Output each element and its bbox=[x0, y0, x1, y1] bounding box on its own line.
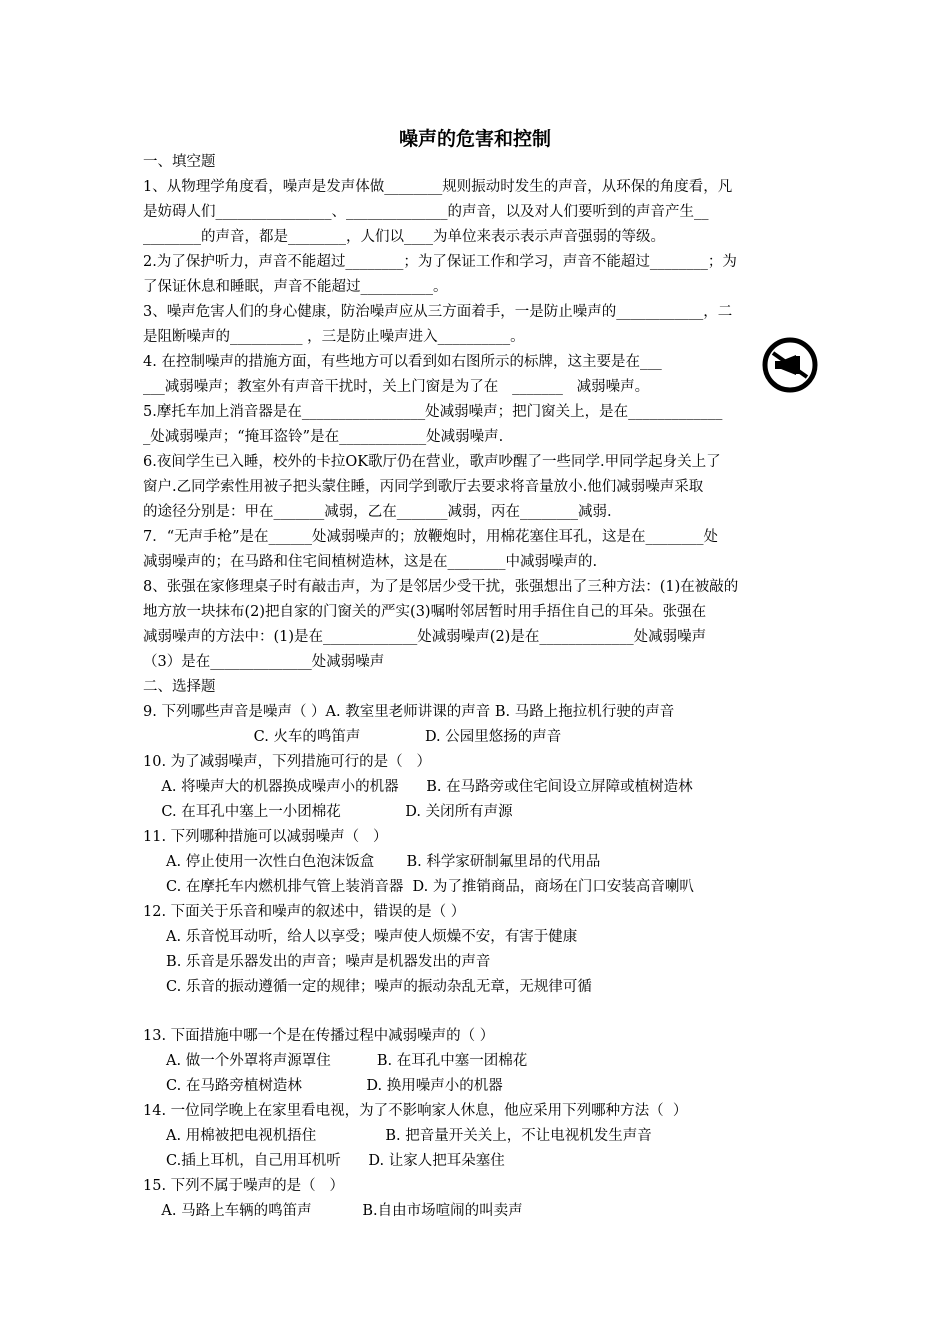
no-horn-sign-icon bbox=[762, 337, 818, 393]
question-line: 10. 为了减弱噪声，下列措施可行的是（ ） bbox=[143, 754, 431, 770]
question-line: 11. 下列哪种措施可以减弱噪声（ ） bbox=[143, 829, 388, 845]
question-line: C. 火车的鸣笛声 D. 公园里悠扬的声音 bbox=[143, 729, 562, 745]
question-line: 是阻断噪声的__________ ，三是防止噪声进入__________。 bbox=[143, 329, 525, 345]
question-line: A. 将噪声大的机器换成噪声小的机器 B. 在马路旁或住宅间设立屏障或植树造林 bbox=[143, 779, 693, 795]
question-line: C. 在马路旁植树造林 D. 换用噪声小的机器 bbox=[143, 1078, 503, 1094]
question-line: A. 做一个外罩将声源罩住 B. 在耳孔中塞一团棉花 bbox=[143, 1053, 528, 1069]
section-heading-choice: 二、选择题 bbox=[143, 679, 216, 695]
question-line: B. 乐音是乐器发出的声音；噪声是机器发出的声音 bbox=[143, 954, 491, 970]
question-line: 3、噪声危害人们的身心健康，防治噪声应从三方面着手，一是防止噪声的____________，二 bbox=[143, 304, 733, 320]
question-line: 减弱噪声的方法中：(1)是在_____________处减弱噪声(2)是在_____________处减弱噪声 bbox=[143, 629, 707, 645]
question-line: A. 停止使用一次性白色泡沫饭盒 B. 科学家研制氟里昂的代用品 bbox=[143, 854, 601, 870]
question-line: 的途径分别是：甲在_______减弱，乙在_______减弱，丙在________减弱. bbox=[143, 504, 612, 520]
section-heading-fill-in: 一、填空题 bbox=[143, 154, 216, 170]
question-line: 5.摩托车加上消音器是在_________________处减弱噪声；把门窗关上，是在_____________ bbox=[143, 404, 723, 420]
question-line: C. 乐音的振动遵循一定的规律；噪声的振动杂乱无章，无规律可循 bbox=[143, 979, 592, 995]
question-line: （3）是在______________处减弱噪声 bbox=[143, 654, 385, 670]
question-line: ________的声音，都是________，人们以____为单位来表示表示声音强弱的等级。 bbox=[143, 229, 665, 245]
question-line: 13. 下面措施中哪一个是在传播过程中减弱噪声的（ ） bbox=[143, 1028, 495, 1044]
question-line: C. 在耳孔中塞上一小团棉花 D. 关闭所有声源 bbox=[143, 804, 513, 820]
question-line: _处减弱噪声；“掩耳盗铃”是在____________处减弱噪声. bbox=[143, 429, 504, 445]
question-line: C. 在摩托车内燃机排气管上装消音器 D. 为了推销商品，商场在门口安装高音喇叭 bbox=[143, 879, 694, 895]
question-line: A. 马路上车辆的鸣笛声 B.自由市场喧闹的叫卖声 bbox=[143, 1203, 523, 1219]
question-line: 12. 下面关于乐音和噪声的叙述中，错误的是（ ） bbox=[143, 904, 466, 920]
question-line: A. 乐音悦耳动听，给人以享受；噪声使人烦燥不安，有害于健康 bbox=[143, 929, 578, 945]
question-line: 8、张强在家修理桌子时有敲击声，为了是邻居少受干扰，张强想出了三种方法：(1)在被敲的 bbox=[143, 579, 739, 595]
question-line: A. 用棉被把电视机捂住 B. 把音量开关关上，不让电视机发生声音 bbox=[143, 1128, 652, 1144]
question-line: 2.为了保护听力，声音不能超过________；为了保证工作和学习，声音不能超过________；为 bbox=[143, 254, 737, 270]
question-line: 9. 下列哪些声音是噪声（ ）A. 教室里老师讲课的声音 B. 马路上拖拉机行驶的声音 bbox=[143, 704, 675, 720]
question-line: 地方放一块抹布(2)把自家的门窗关的严实(3)嘱咐邻居暂时用手捂住自己的耳朵。张强在 bbox=[143, 604, 707, 620]
question-line: 1、从物理学角度看，噪声是发声体做________规则振动时发生的声音，从环保的角度看，凡 bbox=[143, 179, 733, 195]
question-line: 了保证休息和睡眠，声音不能超过__________。 bbox=[143, 279, 448, 295]
question-line: 窗户.乙同学索性用被子把头蒙住睡，丙同学到歌厅去要求将音量放小.他们减弱噪声采取 bbox=[143, 479, 704, 495]
question-line: 是妨碍人们________________、______________的声音，以及对人们要听到的声音产生__ bbox=[143, 204, 709, 220]
question-line: C.插上耳机，自己用耳机听 D. 让家人把耳朵塞住 bbox=[143, 1153, 505, 1169]
question-line: 4. 在控制噪声的措施方面，有些地方可以看到如右图所示的标牌，这主要是在___ bbox=[143, 354, 662, 370]
question-line: 6.夜间学生已入睡，校外的卡拉OK歌厅仍在营业，歌声吵醒了一些同学.甲同学起身关上了 bbox=[143, 454, 721, 470]
page-title: 噪声的危害和控制 bbox=[398, 128, 551, 150]
question-line: 15. 下列不属于噪声的是（ ） bbox=[143, 1178, 344, 1194]
question-line: 14. 一位同学晚上在家里看电视，为了不影响家人休息，他应采用下列哪种方法（ ） bbox=[143, 1103, 688, 1119]
question-line: 7．“无声手枪”是在______处减弱噪声的；放鞭炮时，用棉花塞住耳孔，这是在________处 bbox=[143, 529, 719, 545]
question-line: ___减弱噪声；教室外有声音干扰时，关上门窗是为了在 _______ 减弱噪声。 bbox=[143, 379, 650, 395]
question-line: 减弱噪声的；在马路和住宅间植树造林，这是在________中减弱噪声的. bbox=[143, 554, 598, 570]
